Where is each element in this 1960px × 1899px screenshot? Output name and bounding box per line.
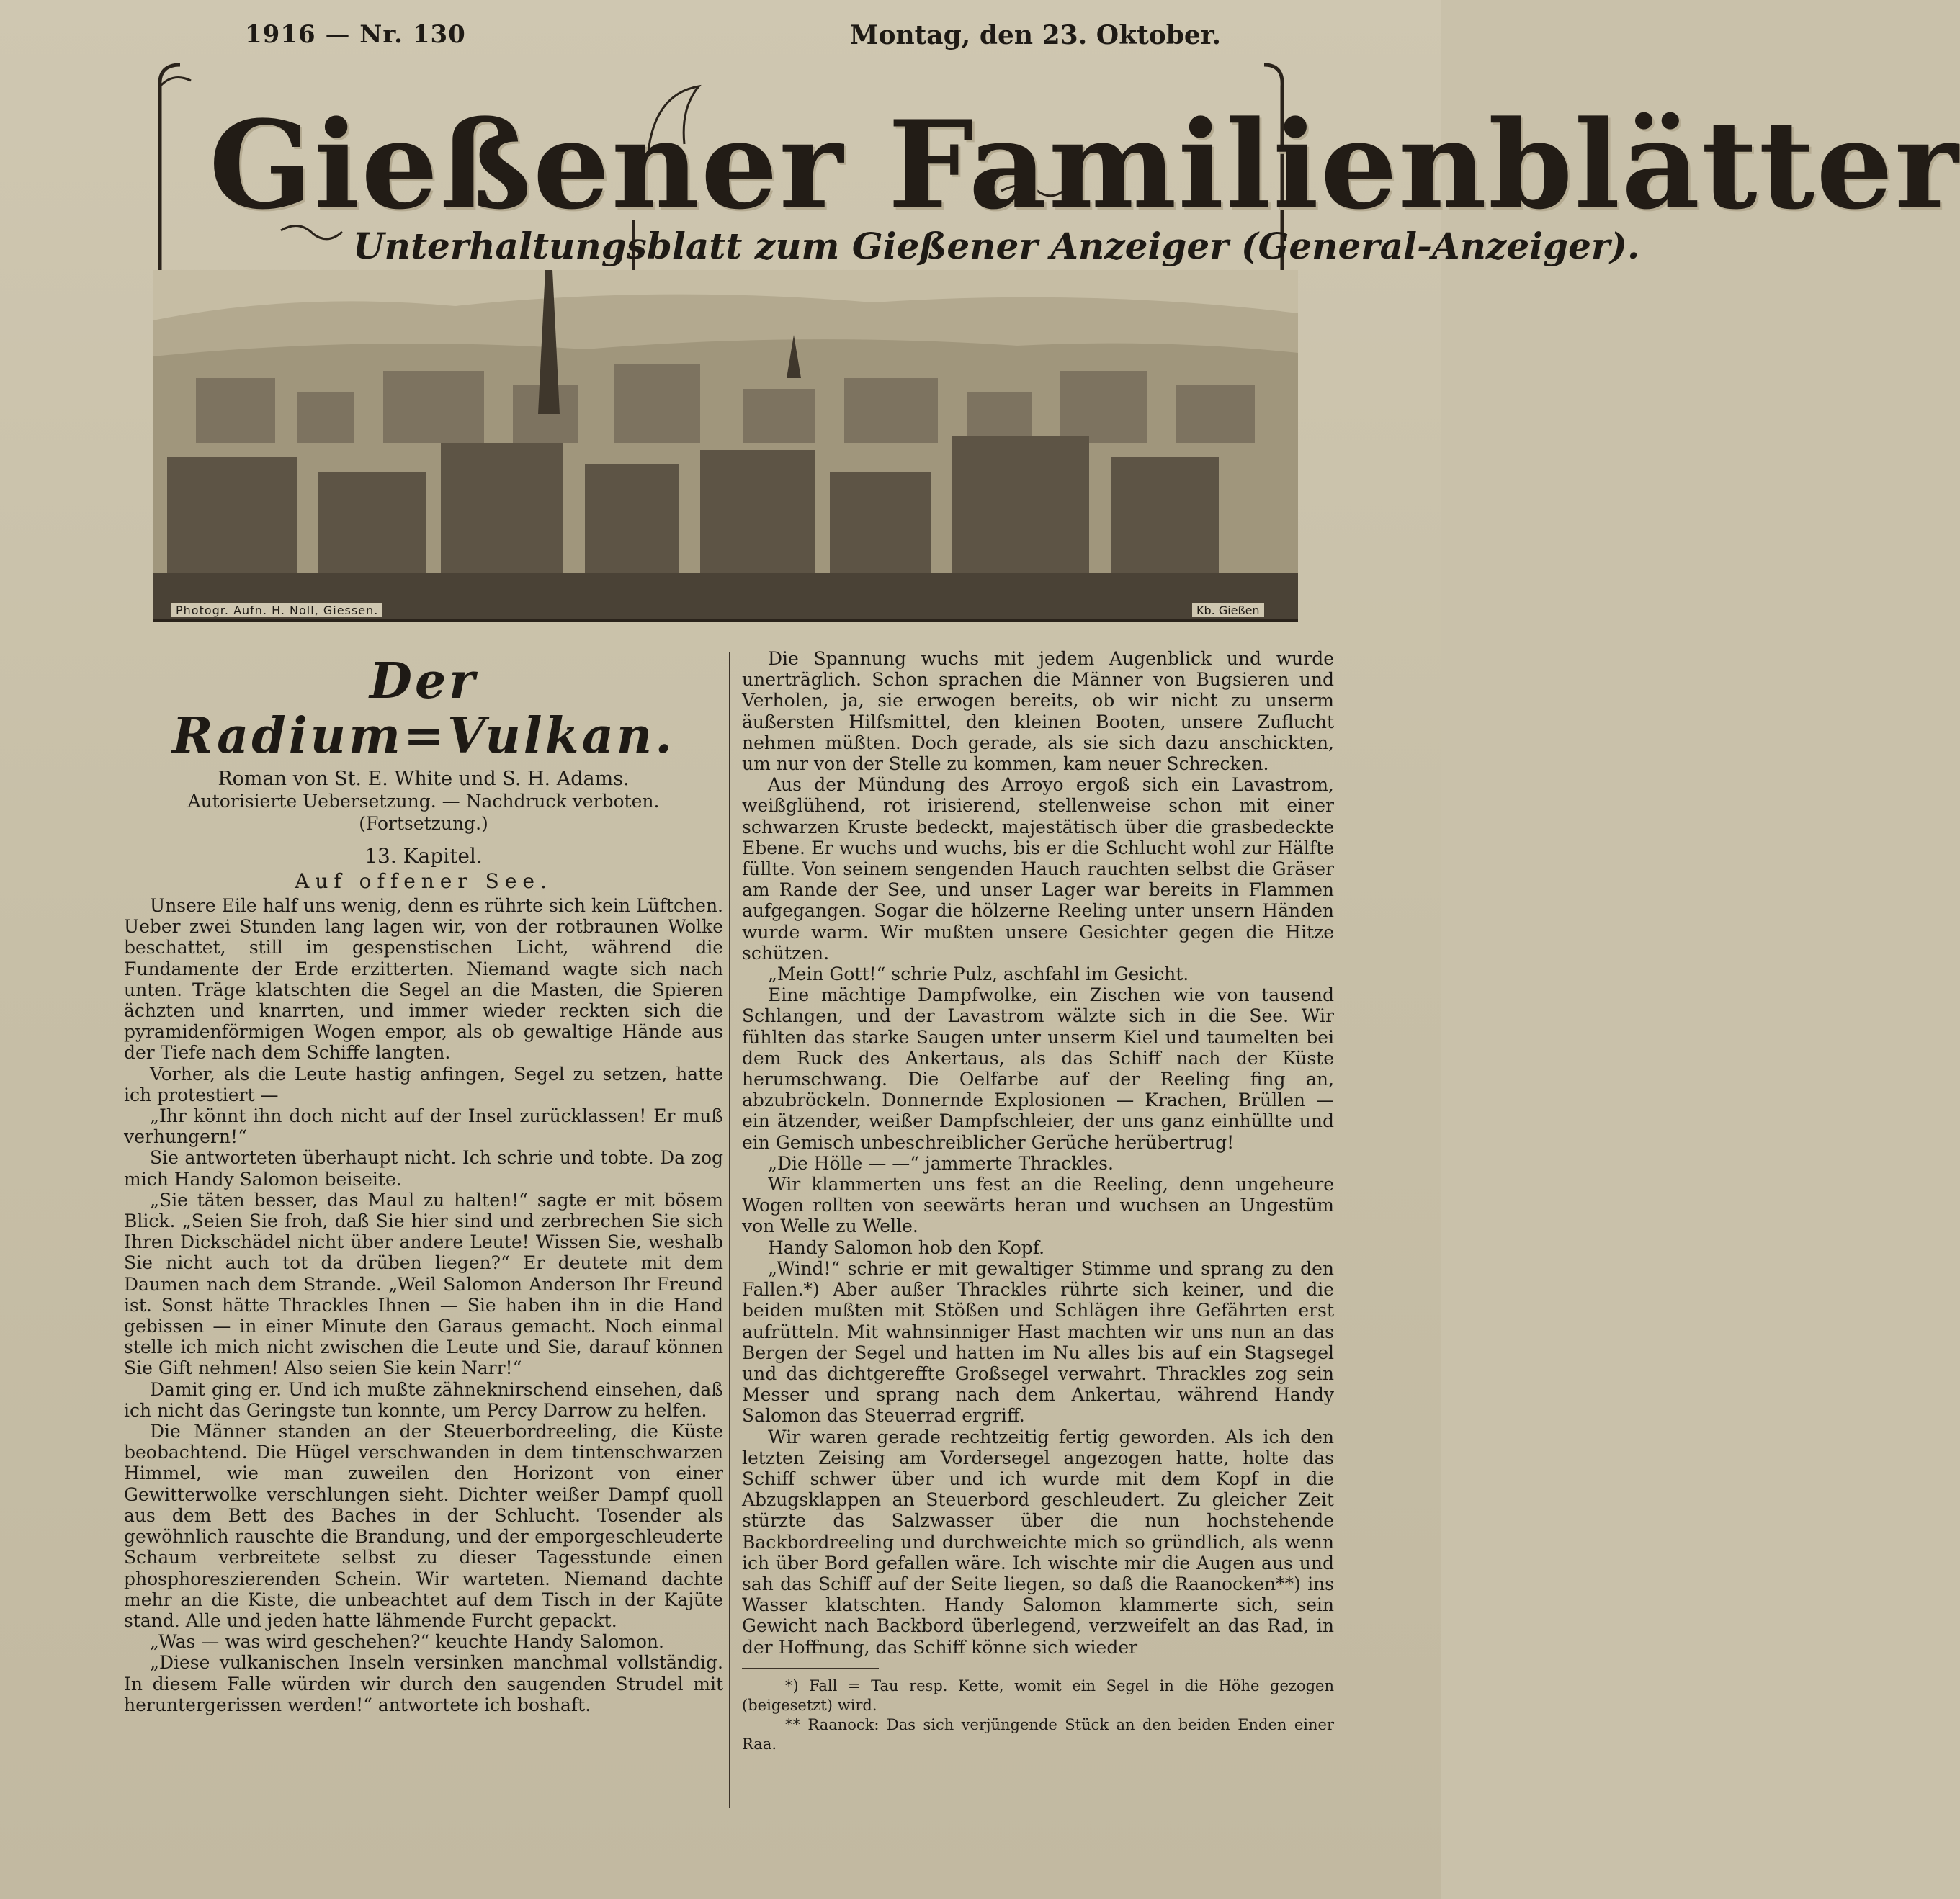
paragraph: „Ihr könnt ihn doch nicht auf der Insel zurücklassen! Er muß verhungern!“ bbox=[124, 1105, 723, 1148]
footnote: ** Raanock: Das sich verjüngende Stück an den beiden Enden einer Raa. bbox=[742, 1715, 1334, 1753]
article-continuation: (Fortsetzung.) bbox=[359, 813, 488, 834]
paragraph: Sie antworteten überhaupt nicht. Ich schrie und tobte. Da zog mich Handy Salomon beiseite. bbox=[124, 1147, 723, 1190]
town-panorama-illustration bbox=[153, 270, 1298, 622]
masthead-subtitle: Unterhaltungsblatt zum Gießener Anzeiger (General-Anzeiger). bbox=[353, 225, 1640, 267]
paragraph: „Wind!“ schrie er mit gewaltiger Stimme und sprang zu den Fallen.*) Aber außer Thrackles rührte sich keiner, und die beiden mußten mit Stößen und Schlägen ihre Gefährten erst aufrütteln. Mit wahnsinniger Hast machten wir uns nun an das Bergen der Segel und hatten im Nu alles bis auf ein Stagsegel und das dichtgereffte Großsegel verwahrt. Thrackles zog sein Messer und sprang nach dem Ankertau, während Handy Salomon das Steuerrad ergriff. bbox=[742, 1257, 1334, 1427]
paragraph: Aus der Mündung des Arroyo ergoß sich ein Lavastrom, weißglühend, rot irisierend, stellenweise schon mit einer schwarzen Kruste bedeckt, majestätisch über die grasbedeckte Ebene. Er wuchs und wuchs, bis er die Schlucht wohl zur Hälfte füllte. Von seinem sengenden Hauch rauchten selbst die Gräser am Rande der See, und unser Lager war bereits in Flammen aufgegangen. Sogar die hölzerne Reeling unter unsern Händen wurde warm. Wir mußten unsere Gesichter gegen die Hitze schützen. bbox=[742, 774, 1334, 964]
paragraph: Die Spannung wuchs mit jedem Augenblick und wurde unerträglich. Schon sprachen die Männer von Bugsieren und Verholen, ja, sie erwogen bereits, ob wir nicht zu unserm äußersten Hilfsmittel, den kleinen Booten, unsere Zuflucht nehmen müßten. Doch gerade, als sie sich dazu anschickten, um nur von der Stelle zu kommen, kam neuer Schrecken. bbox=[742, 648, 1334, 775]
paragraph: Unsere Eile half uns wenig, denn es rührte sich kein Lüftchen. Ueber zwei Stunden lang lagen wir, von der rotbraunen Wolke beschattet, still im gespenstischen Licht, während die Fundamente der Erde erzitterten. Niemand wagte sich nach unten. Träge klatschten die Segel an die Masten, die Spieren ächzten und knarrten, und immer wieder reckten sich die pyramidenförmigen Wogen empor, als ob gewaltige Hände aus der Tiefe nach dem Schiffe langten. bbox=[124, 895, 723, 1064]
paragraph: „Mein Gott!“ schrie Pulz, aschfahl im Gesicht. bbox=[768, 964, 1189, 985]
masthead bbox=[151, 65, 1960, 274]
illustration-credit: Photogr. Aufn. H. Noll, Giessen. bbox=[171, 603, 382, 617]
right-column bbox=[742, 648, 1334, 1754]
issue-date: Montag, den 23. Oktober. bbox=[849, 20, 1221, 50]
chapter-number: 13. Kapitel. bbox=[364, 844, 483, 868]
paragraph: Vorher, als die Leute hastig anfingen, Segel zu setzen, hatte ich protestiert — bbox=[124, 1063, 723, 1105]
paragraph: „Diese vulkanischen Inseln versinken manchmal vollständig. In diesem Falle würden wir durch den saugenden Strudel mit heruntergerissen werden!“ antwortete ich boshaft. bbox=[124, 1652, 723, 1715]
footnote-rule bbox=[742, 1668, 879, 1669]
paragraph: „Was — was wird geschehen?“ keuchte Handy Salomon. bbox=[150, 1631, 664, 1653]
left-column bbox=[124, 648, 723, 1715]
article-title: Der Radium=Vulkan. bbox=[172, 652, 675, 765]
chapter-title: Auf offener See. bbox=[295, 869, 552, 893]
footnote: *) Fall = Tau resp. Kette, womit ein Segel in die Höhe gezogen (beigesetzt) wird. bbox=[742, 1676, 1334, 1714]
paragraph: Wir klammerten uns fest an die Reeling, denn ungeheure Wogen rollten von seewärts heran und wuchsen an Ungestüm von Welle zu Welle. bbox=[742, 1174, 1334, 1237]
paragraph: Eine mächtige Dampfwolke, ein Zischen wie von tausend Schlangen, und der Lavastrom wälzte sich in die See. Wir fühlten das starke Saugen unter unserm Kiel und taumelten bei dem Ruck des Ankertaus, als das Schiff nach der Küste herumschwang. Die Oelfarbe auf der Reeling fing an, abzubröckeln. Donnernde Explosionen — Krachen, Brüllen — ein ätzender, weißer Dampfschleier, der uns ganz einhüllte und ein Gemisch unbeschreiblicher Gerüche herübertrug! bbox=[742, 984, 1334, 1153]
masthead-title: Gießener Familienblätter bbox=[209, 94, 1960, 236]
paragraph: Wir waren gerade rechtzeitig fertig geworden. Als ich den letzten Zeising am Vordersegel angezogen hatte, holte das Schiff schwer über und ich wurde mit dem Kopf in die Abzugsklappen an Steuerbord geschleudert. Zu gleicher Zeit stürzte das Salzwasser über die nun hochstehende Backbordreeling und durchweichte mich so gründlich, als wenn ich über Bord gefallen wäre. Ich wischte mir die Augen aus und sah das Schiff auf der Seite liegen, so daß die Raanocken**) ins Wasser klatschten. Handy Salomon klammerte sich, sein Gewicht nach Backbord überlegend, verzweifelt an das Rad, in der Hoffnung, das Schiff könne sich wieder bbox=[742, 1426, 1334, 1658]
issue-number: 1916 — Nr. 130 bbox=[245, 20, 466, 49]
paragraph: „Sie täten besser, das Maul zu halten!“ sagte er mit bösem Blick. „Seien Sie froh, daß Sie hier sind und zerbrechen Sie sich Ihren Dickschädel nicht über andere Leute! Wissen Sie, weshalb Sie nicht auch tot da drüben liegen?“ Er deutete mit dem Daumen nach dem Strande. „Weil Salomon Anderson Ihr Freund ist. Sonst hätte Thrackles Ihnen — Sie haben ihn in die Hand gebissen — in einer Minute den Garaus gemacht. Noch einmal stelle ich mich nicht zwischen die Leute und Sie, darauf können Sie Gift nehmen! Also seien Sie kein Narr!“ bbox=[124, 1189, 723, 1379]
illustration-signature: Kb. Gießen bbox=[1192, 603, 1264, 617]
column-rule bbox=[729, 652, 730, 1808]
paragraph: Die Männer standen an der Steuerbordreeling, die Küste beobachtend. Die Hügel verschwanden in dem tintenschwarzen Himmel, wie man zuweilen den Horizont von einer Gewitterwolke verschlungen sieht. Dichter weißer Dampf quoll aus dem Bett des Baches in der Schlucht. Tosender als gewöhnlich rauschte die Brandung, und der emporgeschleuderte Schaum verbreitete selbst zu dieser Tagesstunde einen phosphoreszierenden Schein. Wir warteten. Niemand dachte mehr an die Kiste, die unbeachtet auf dem Tisch in der Kajüte stand. Alle und jeden hatte lähmende Furcht gepackt. bbox=[124, 1421, 723, 1631]
paragraph: „Die Hölle — —“ jammerte Thrackles. bbox=[768, 1152, 1114, 1174]
article-authors: Roman von St. E. White und S. H. Adams. bbox=[218, 768, 630, 790]
paragraph: Handy Salomon hob den Kopf. bbox=[768, 1236, 1045, 1258]
article-rights-note: Autorisierte Uebersetzung. — Nachdruck verboten. bbox=[187, 791, 660, 812]
paragraph: Damit ging er. Und ich mußte zähneknirschend einsehen, daß ich nicht das Geringste tun konnte, um Percy Darrow zu helfen. bbox=[124, 1378, 723, 1421]
